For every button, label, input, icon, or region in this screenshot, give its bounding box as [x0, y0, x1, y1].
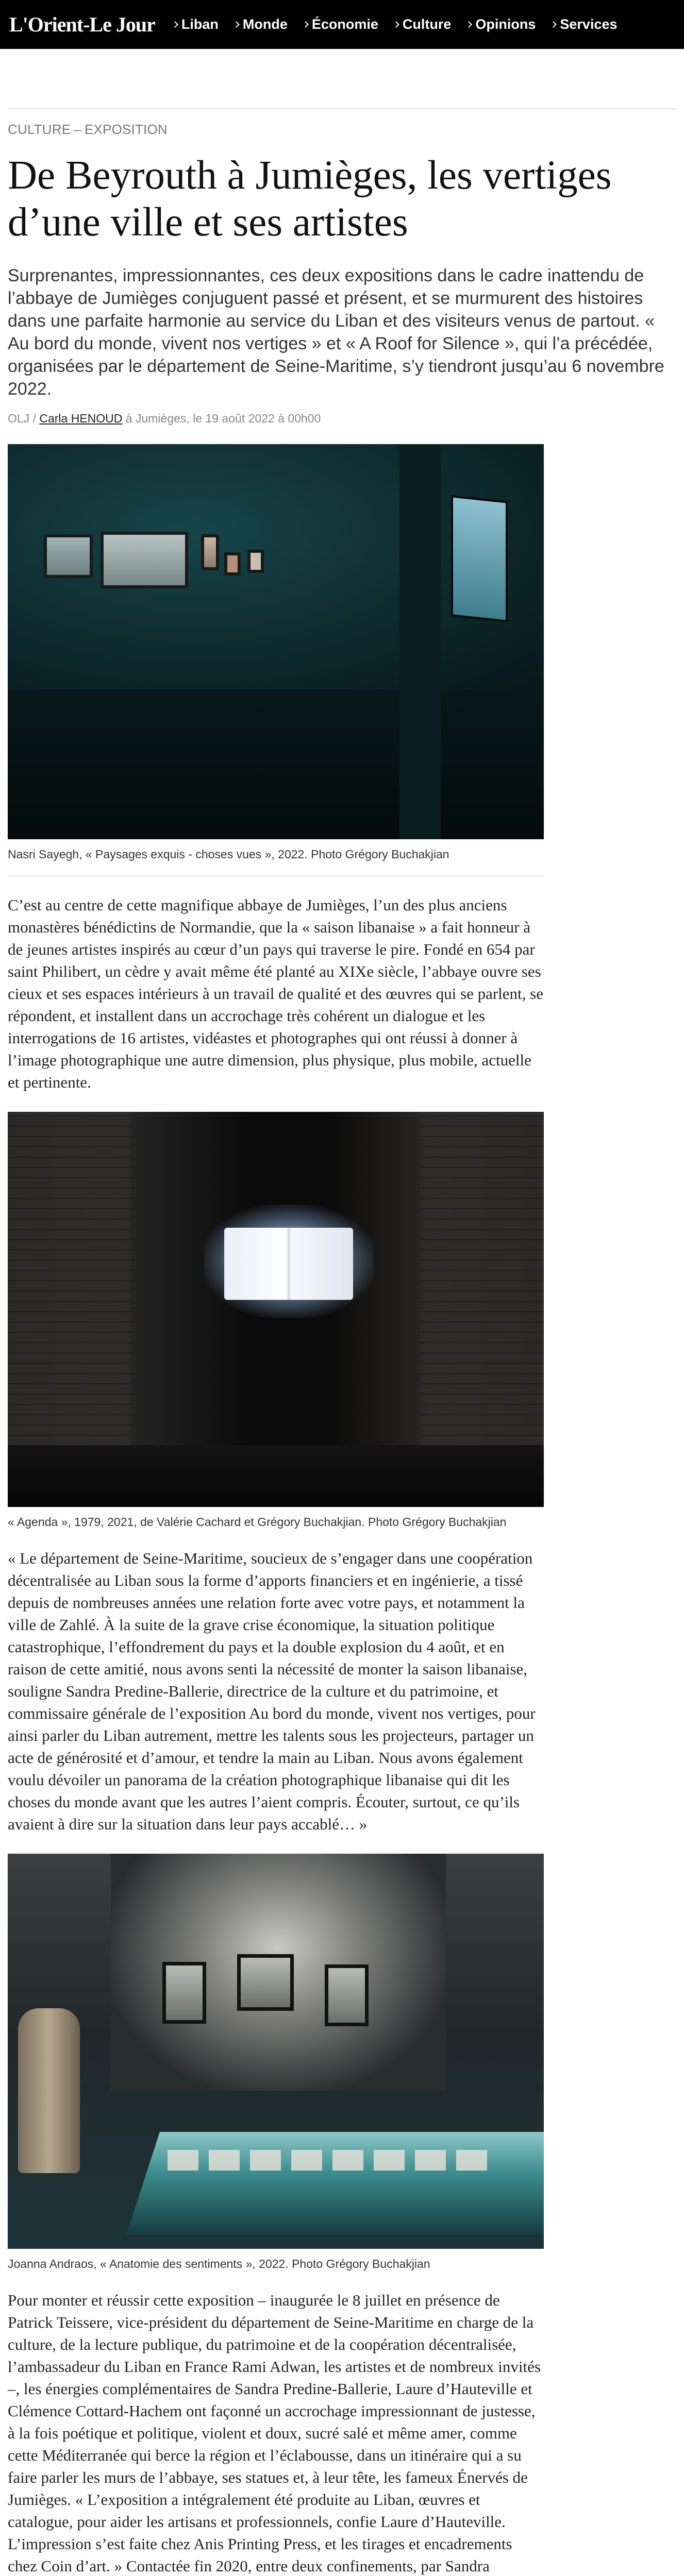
figure-caption: « Agenda », 1979, 2021, de Valérie Cachard et Grégory Buchakjian. Photo Grégory Buchakjian	[8, 1515, 507, 1529]
nav-item-liban[interactable]	[173, 16, 219, 32]
figure-caption: Joanna Andraos, « Anatomie des sentiments », 2022. Photo Grégory Buchakjian	[8, 2257, 430, 2270]
nav-item-label: Économie	[311, 16, 378, 32]
photo-agenda-projection[interactable]	[8, 1112, 544, 1507]
nav-item-label: Liban	[181, 16, 219, 32]
framed-artwork	[325, 1964, 369, 2026]
framed-artwork	[201, 534, 219, 570]
top-navigation-bar	[0, 0, 684, 49]
chevron-right-icon	[393, 21, 399, 28]
breadcrumb-section[interactable]: CULTURE	[8, 122, 71, 137]
photo-pillar	[399, 444, 441, 839]
photo-gallery-vitrine[interactable]	[8, 1854, 544, 2249]
nav-item-label: Opinions	[475, 16, 536, 32]
article-title: De Beyrouth à Jumièges, les vertiges d’une ville et ses artistes	[8, 153, 612, 245]
byline	[8, 412, 676, 426]
byline-separator: /	[32, 412, 40, 425]
stone-statue	[18, 2008, 80, 2173]
breadcrumb	[8, 122, 676, 138]
nav-item-opinions[interactable]	[466, 16, 536, 32]
chevron-right-icon	[550, 21, 557, 28]
photo-floor	[8, 1445, 544, 1507]
nav-item-monde[interactable]	[234, 16, 288, 32]
framed-artwork	[247, 550, 264, 573]
figure-1	[8, 444, 544, 862]
author-link[interactable]: Carla HENOUD	[39, 412, 123, 425]
article-lead: Surprenantes, impressionnantes, ces deux expositions dans le cadre inattendu de l’abbaye de Jumièges conjuguent passé et présent, et se murmurent des histoires dans une parfaite harmonie au service du Liban et des visiteurs venus de partout. « Au bord du monde, vivent nos vertiges » et « A Roof for Silence », qui l’a précédée, organisées par le département de Seine-Maritime, s’y tiendront jusqu’au 6 novembre 2022.	[8, 266, 664, 399]
article-paragraph: « Le département de Seine-Maritime, soucieux de s’engager dans une coopération décentralisée au Liban sous la forme d’apports financiers et en ingénierie, a tissé depuis de nombreuses années une relation forte avec votre pays, et notamment la ville de Zahlé. À la suite de la grave crise économique, la situation politique catastrophique, l’effondrement du pays et la double explosion du 4 août, et en raison de cette amitié, nous avons senti la nécessité de monter la saison libanaise, souligne Sandra Predine-Ballerie, directrice de la culture et du patrimoine, et commissaire générale de l’exposition Au bord du monde, vivent nos vertiges, pour ainsi parler du Liban autrement, mettre les talents sous les projecteurs, partager un acte de générosité et d’amour, et tendre la main au Liban. Nous avons également voulu dévoiler un panorama de la création photographique libanaise qui dit les choses du monde avant que les autres l’aient compris. Écouter, surtout, ce qu’ils avaient à dire sur la situation dans leur pays accablé… »	[8, 1549, 536, 1833]
video-screen	[451, 495, 508, 622]
photo-exhibition-room[interactable]	[8, 444, 544, 839]
article-paragraph: Pour monter et réussir cette exposition – inaugurée le 8 juillet en présence de Patrick Teissere, vice-président du département de Seine-Maritime en charge de la culture, de la lecture publique, du patrimoine et de la coopération décentralisée, l’ambassadeur du Liban en France Rami Adwan, les artistes et de nombreux invités –, les énergies complémentaires de Sandra Predine-Ballerie, Laure d’Hauteville et Clémence Cottard-Hachem ont façonné un accrochage impressionnant de justesse, à la fois poétique et politique, violent et doux, sucré salé et même amer, comme cette Méditerranée qui berce la région et l’éclabousse, dans un itinéraire qui a su faire parler les murs de l’abbaye, ses statues et, à leur tête, les fameux Énervés de Jumièges. « L’exposition a intégralement été produite au Liban, œuvres et catalogue, pour aider les artisans et professionnels, confie Laure d’Hauteville. L’impression s’est faite chez Anis Printing Press, et les tirages et encadrements chez Coin d’art. » Contactée fin 2020, entre deux confinements, par Sandra	[8, 2291, 541, 2575]
projected-book	[224, 1228, 353, 1300]
article	[0, 122, 684, 2576]
nav-item-services[interactable]	[551, 16, 617, 32]
framed-artwork	[44, 534, 93, 578]
chevron-right-icon	[172, 21, 178, 28]
caption-divider	[8, 875, 544, 876]
figure-caption: Nasri Sayegh, « Paysages exquis - choses vues », 2022. Photo Grégory Buchakjian	[8, 848, 449, 861]
nav-item-economie[interactable]	[303, 16, 378, 32]
main-nav	[173, 16, 618, 32]
article-paragraph: C’est au centre de cette magnifique abbaye de Jumièges, l’un des plus anciens monastères bénédictins de Normandie, que la « saison libanaise » a fait honneur à de jeunes artistes inspirés au cœur d’un pays qui traverse le pire. Fondé en 654 par saint Philibert, un cèdre y avait même été planté au XIXe siècle, l’abbaye ouvre ses cieux et ses espaces intérieurs à un travail de qualité et des œuvres qui se parlent, se répondent, et installent dans un accrochage très cohérent un dialogue et les interrogations de 16 artistes, vidéastes et photographes qui ont réussi à donner à l’image photographique une autre dimension, plus physique, plus mobile, actuelle et pertinente.	[8, 896, 543, 1091]
site-logo[interactable]: L'Orient-Le Jour	[9, 13, 155, 36]
header-divider	[8, 108, 676, 109]
chevron-right-icon	[302, 21, 309, 28]
breadcrumb-separator: –	[74, 122, 81, 137]
nav-item-label: Monde	[242, 16, 288, 32]
nav-item-label: Services	[560, 16, 618, 32]
byline-date: à Jumièges, le 19 août 2022 à 00h00	[125, 412, 321, 425]
chevron-right-icon	[233, 21, 240, 28]
figure-3	[8, 1854, 544, 2272]
photo-floor	[8, 689, 544, 839]
figure-2	[8, 1112, 544, 1530]
byline-source: OLJ	[8, 412, 30, 425]
nav-item-label: Culture	[402, 16, 452, 32]
vitrine-items	[168, 2150, 487, 2171]
breadcrumb-subsection[interactable]: EXPOSITION	[84, 122, 168, 137]
nav-item-culture[interactable]	[394, 16, 452, 32]
framed-artwork	[162, 1962, 206, 2024]
framed-artwork	[237, 1954, 294, 2011]
framed-artwork	[224, 552, 241, 575]
chevron-right-icon	[466, 21, 473, 28]
display-vitrine	[126, 2132, 544, 2235]
framed-artwork	[101, 532, 188, 588]
